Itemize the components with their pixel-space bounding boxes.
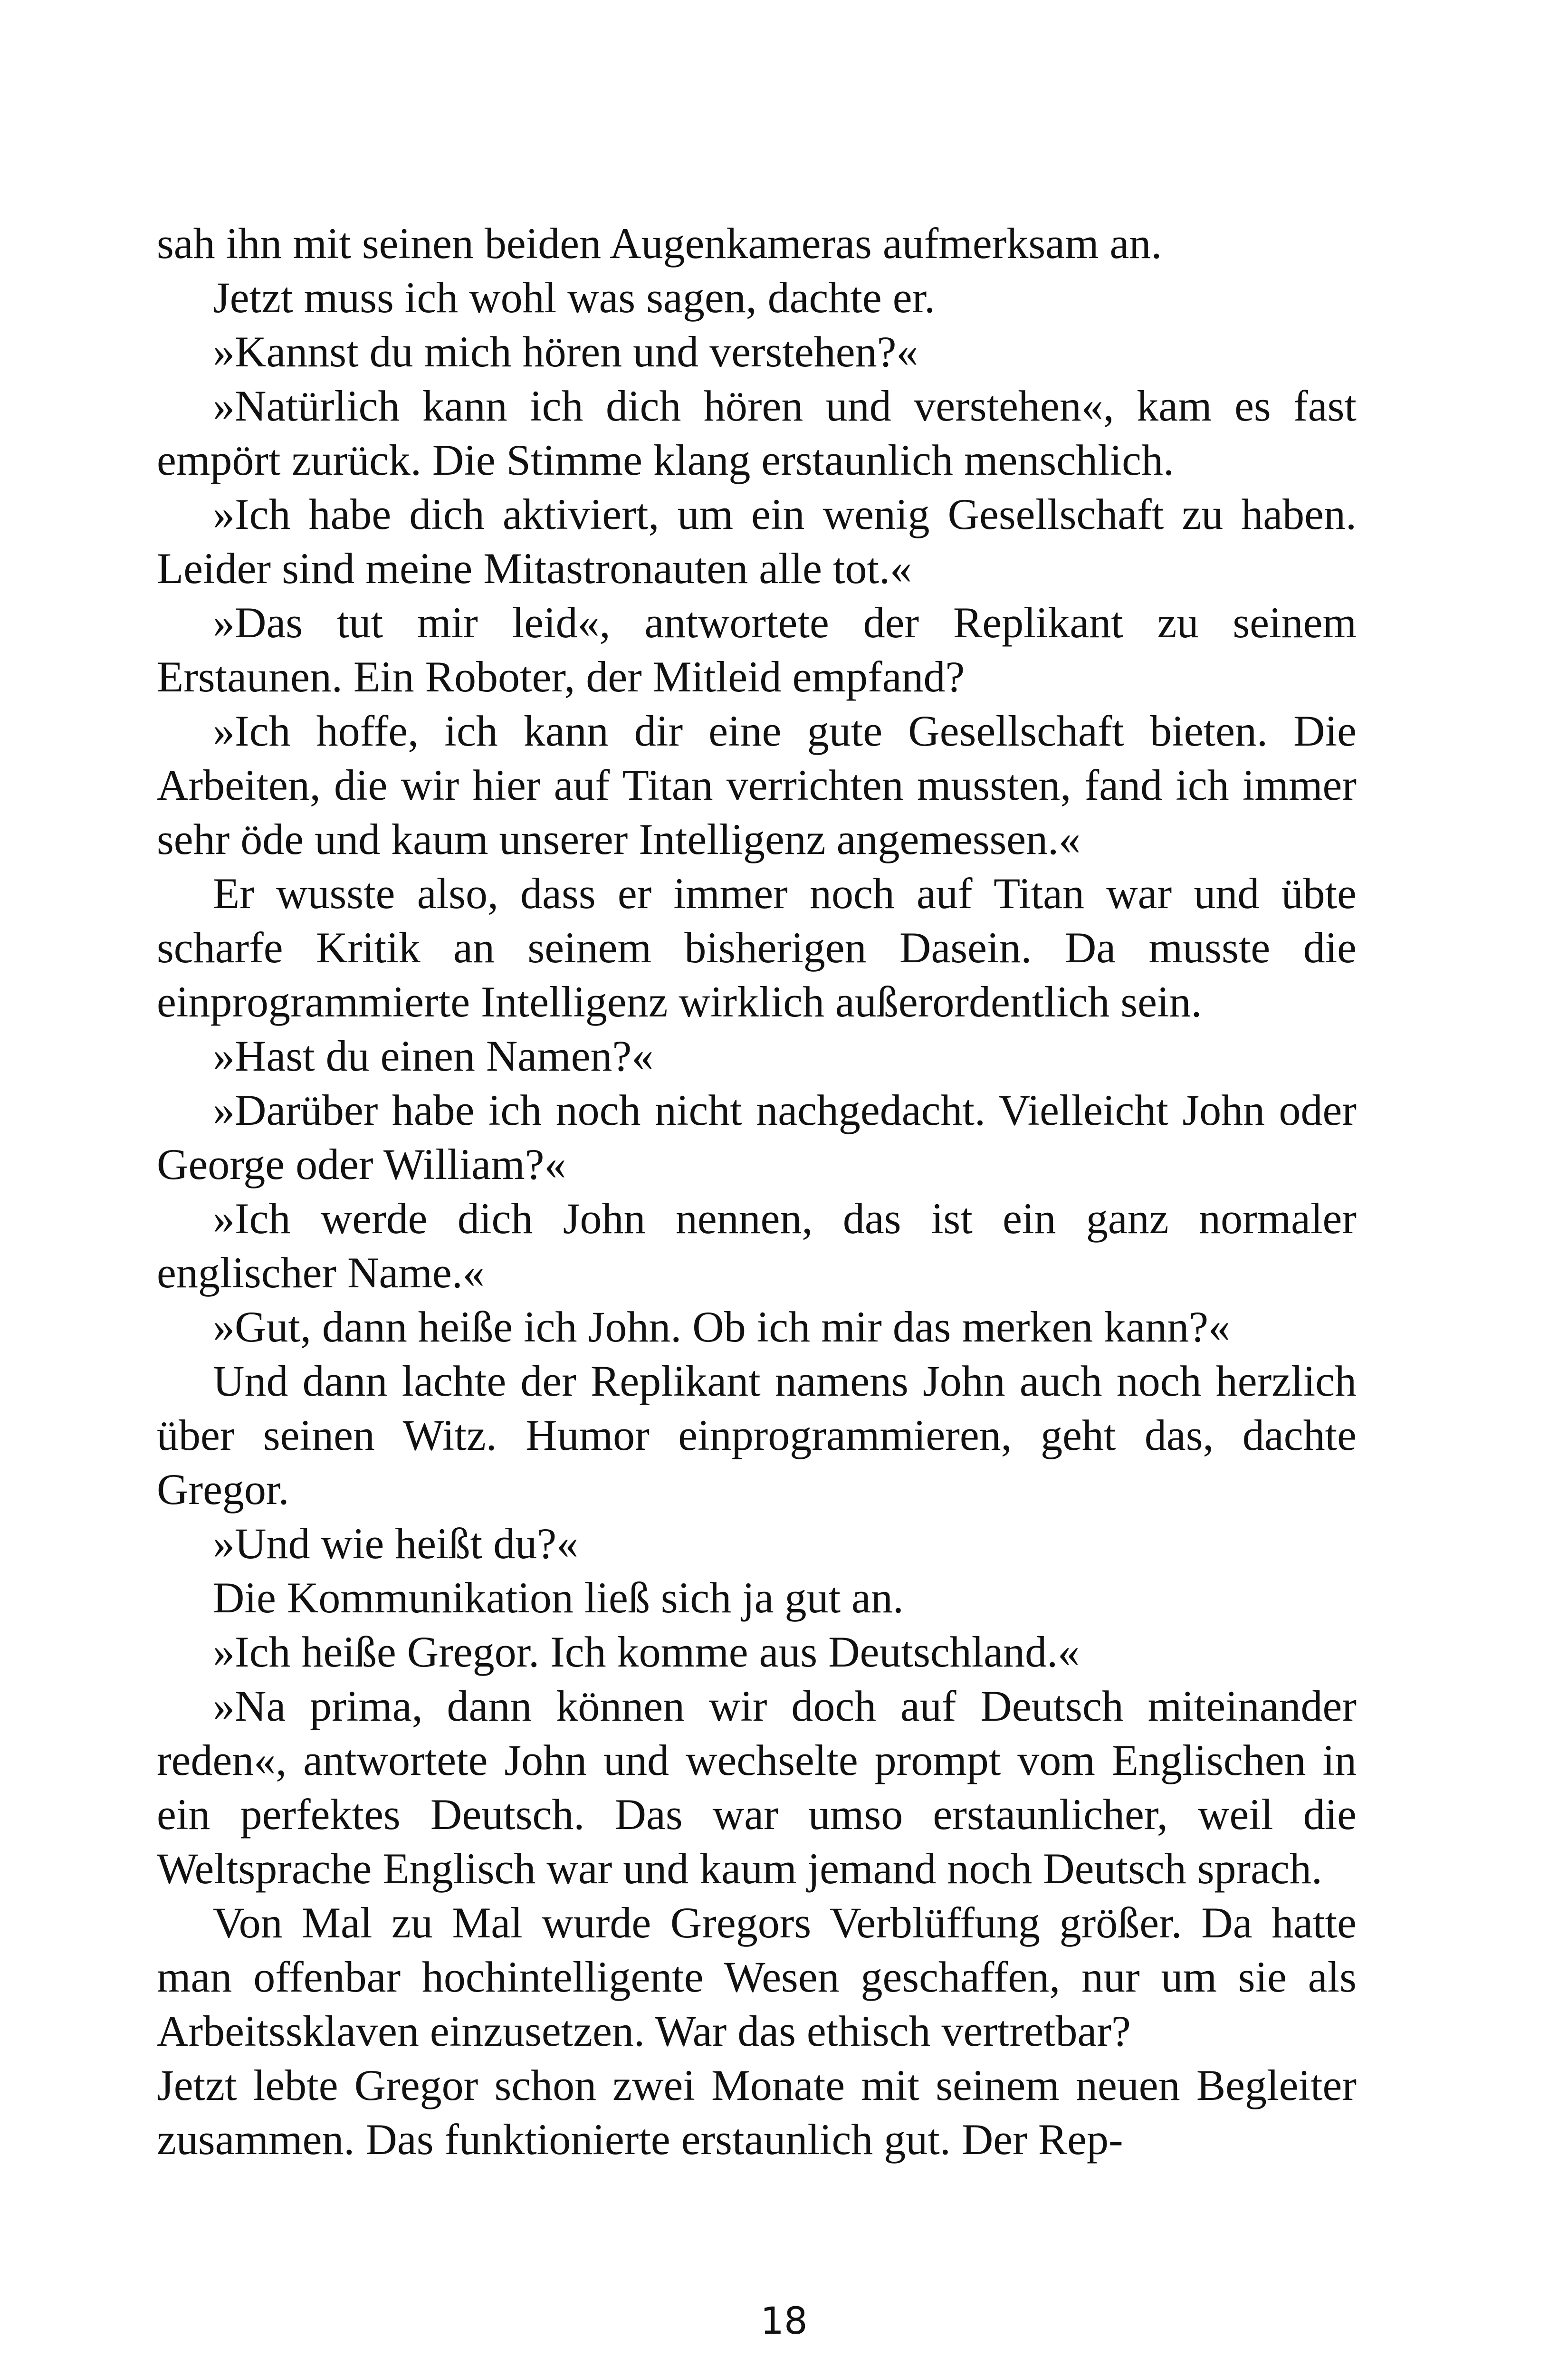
paragraph: »Na prima, dann können wir doch auf Deutsch miteinander reden«, antwortete John und wechselte prompt vom Englischen in ein perfektes Deutsch. Das war umso erstaunlicher, weil die Weltsprache Englisch war und kaum jemand noch Deutsch sprach.: [157, 1682, 1357, 1893]
paragraph: »Gut, dann heiße ich John. Ob ich mir das merken kann?«: [213, 1303, 1231, 1351]
paragraph: Und dann lachte der Replikant namens John auch noch herzlich über seinen Witz. Humor einprogrammieren, geht das, dachte Gregor.: [157, 1357, 1357, 1514]
paragraph: »Ich habe dich aktiviert, um ein wenig Gesellschaft zu haben. Leider sind meine Mitastronauten alle tot.«: [157, 490, 1357, 593]
paragraph: »Hast du einen Namen?«: [213, 1032, 654, 1080]
paragraph: Er wusste also, dass er immer noch auf Titan war und übte scharfe Kritik an seinem bisherigen Dasein. Da musste die einprogrammierte Intelligenz wirklich außerordentlich sein.: [157, 869, 1357, 1026]
paragraph: »Natürlich kann ich dich hören und verstehen«, kam es fast empört zurück. Die Stimme klang erstaunlich menschlich.: [157, 382, 1357, 484]
paragraph: Die Kommunikation ließ sich ja gut an.: [213, 1573, 904, 1622]
paragraph: Jetzt muss ich wohl was sagen, dachte er.: [213, 273, 936, 322]
paragraph: »Ich werde dich John nennen, das ist ein ganz normaler englischer Name.«: [157, 1194, 1357, 1297]
page-number: 18: [760, 2300, 808, 2343]
paragraph: Jetzt lebte Gregor schon zwei Monate mit seinem neuen Begleiter zusammen. Das funktionierte erstaunlich gut. Der Rep-: [157, 2061, 1357, 2164]
paragraph: »Kannst du mich hören und verstehen?«: [213, 327, 918, 376]
paragraph: »Darüber habe ich noch nicht nachgedacht. Vielleicht John oder George oder William?«: [157, 1086, 1357, 1188]
paragraph: sah ihn mit seinen beiden Augenkameras aufmerksam an.: [157, 219, 1162, 268]
paragraph: »Ich heiße Gregor. Ich komme aus Deutschland.«: [213, 1628, 1080, 1676]
paragraph: »Das tut mir leid«, antwortete der Replikant zu seinem Erstaunen. Ein Roboter, der Mitleid empfand?: [157, 598, 1357, 701]
paragraph: »Und wie heißt du?«: [213, 1519, 579, 1568]
paragraph: Von Mal zu Mal wurde Gregors Verblüffung größer. Da hatte man offenbar hochintelligente Wesen geschaffen, nur um sie als Arbeitssklaven einzusetzen. War das ethisch vertretbar?: [157, 1898, 1357, 2055]
paragraph: »Ich hoffe, ich kann dir eine gute Gesellschaft bieten. Die Arbeiten, die wir hier auf Titan verrichten mussten, fand ich immer sehr öde und kaum unserer Intelligenz angemessen.«: [157, 707, 1357, 863]
body-text: [157, 216, 1357, 2166]
